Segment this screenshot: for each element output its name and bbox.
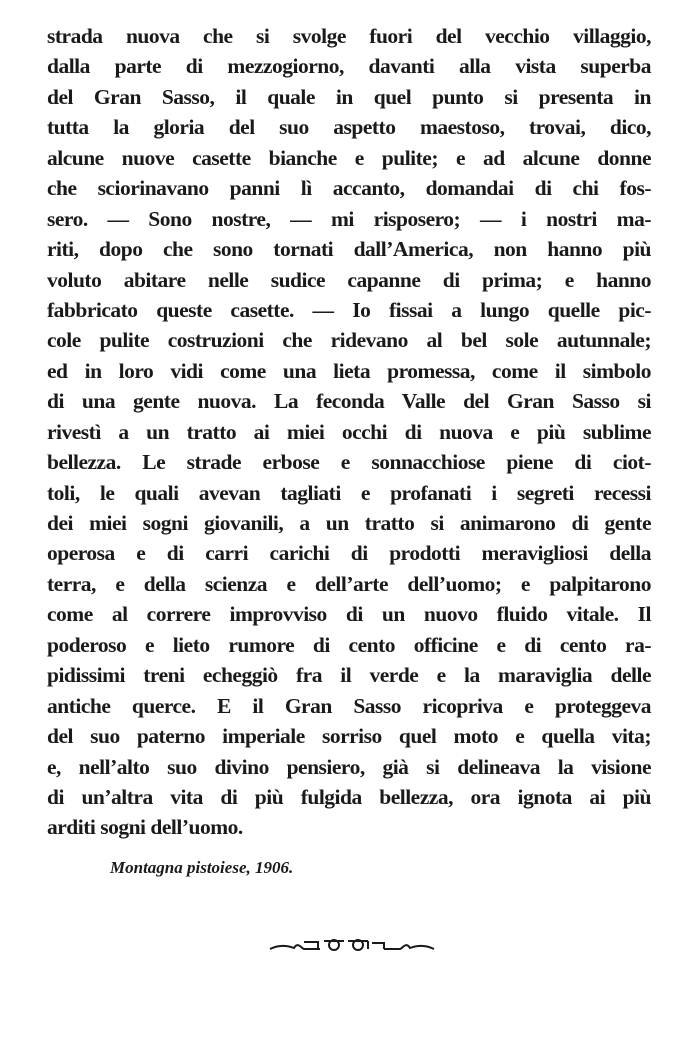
text-line: arditi sogni dell’uomo. (47, 815, 243, 840)
place-date-signature: Montagna pistoiese, 1906. (110, 858, 294, 877)
text-line: dalla parte di mezzogiorno, davanti alla vista superba (47, 54, 651, 79)
text-line: terra, e della scienza e dell’arte dell’uomo; e palpitarono (47, 571, 651, 596)
text-line: e, nell’alto suo divino pensiero, già si delineava la visione (47, 754, 651, 779)
text-line: dei miei sogni giovanili, a un tratto si animarono di gente (47, 511, 651, 535)
text-line: cole pulite costruzioni che ridevano al bel sole autunnale; (47, 328, 651, 353)
text-line: bellezza. Le strade erbose e sonnacchiose piene di ciot- (47, 450, 651, 475)
text-line: ed in loro vidi come una lieta promessa, come il simbolo (47, 358, 651, 383)
text-line: fabbricato queste casette. — Io fissai a lungo quelle pic- (47, 297, 651, 322)
text-line: strada nuova che si svolge fuori del vecchio villaggio, (47, 24, 651, 48)
body-text (47, 21, 651, 843)
text-line: del Gran Sasso, il quale in quel punto si presenta in (47, 84, 651, 109)
text-line: operosa e di carri carichi di prodotti meravigliosi della (47, 541, 651, 566)
text-line: del suo paterno imperiale sorriso quel moto e quella vita; (47, 724, 651, 749)
text-line: che sciorinavano panni lì accanto, domandai di chi fos- (47, 176, 651, 201)
text-line: rivestì a un tratto ai miei occhi di nuova e più sublime (47, 419, 651, 444)
text-line: come al correre improvviso di un nuovo fluido vitale. Il (47, 602, 651, 627)
text-line: antiche querce. E il Gran Sasso ricopriva e proteggeva (47, 693, 651, 718)
text-line: di una gente nuova. La feconda Valle del Gran Sasso si (47, 389, 651, 414)
text-line: sero. — Sono nostre, — mi risposero; — i nostri ma- (47, 206, 651, 231)
text-line: alcune nuove casette bianche e pulite; e ad alcune donne (47, 145, 651, 170)
text-line: tutta la gloria del suo aspetto maestoso, trovai, dico, (47, 115, 651, 140)
text-line: voluto abitare nelle sudice capanne di prima; e hanno (47, 267, 651, 292)
text-line: riti, dopo che sono tornati dall’America, non hanno più (47, 237, 651, 262)
text-line: toli, le quali avevan tagliati e profanati i segreti recessi (47, 480, 651, 505)
text-line: di un’altra vita di più fulgida bellezza, ora ignota ai più (47, 784, 651, 809)
text-line: pidissimi treni echeggiò fra il verde e la maraviglia delle (47, 663, 651, 688)
text-line: poderoso e lieto rumore di cento officine e di cento ra- (47, 632, 651, 657)
ornament-divider-icon (268, 937, 436, 953)
